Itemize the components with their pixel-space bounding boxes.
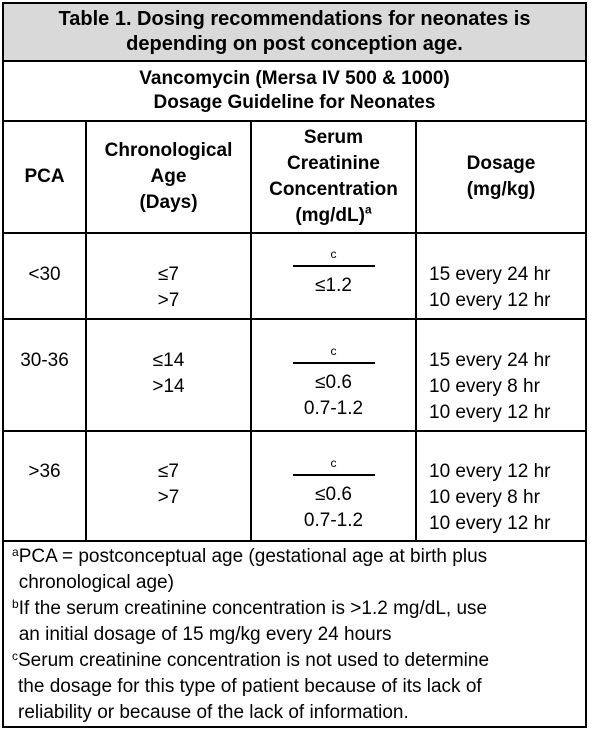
age-value: >7 [157, 290, 180, 311]
header-dosage-line: Dosage [466, 153, 536, 174]
dose-value: 10 every 12 hr [429, 402, 551, 423]
creatinine-value: ≤0.6 [315, 484, 352, 505]
header-creatinine-line: (mg/dL) [295, 205, 365, 226]
footnote-c [12, 648, 575, 726]
drug-title-line-2: Dosage Guideline for Neonates [153, 92, 436, 113]
dose-value: 10 every 12 hr [429, 513, 551, 534]
header-pca-label: PCA [24, 166, 65, 187]
fraction-rule [293, 474, 375, 476]
header-creatinine-line: Concentration [269, 179, 398, 200]
row-divider [4, 430, 585, 432]
footnote-ref-c: c [330, 456, 337, 470]
footnote-line: reliability or because of the lack of information. [18, 702, 409, 723]
row-doses [429, 348, 585, 426]
header-age [87, 122, 250, 232]
footnote-line: PCA = postconceptual age (gestational age at birth plus [18, 546, 488, 567]
fraction-rule [293, 362, 375, 364]
header-creatinine-unit-line [295, 203, 371, 229]
age-value: >14 [152, 376, 185, 397]
row-ages [87, 459, 250, 511]
header-creatinine-line: Creatinine [287, 153, 380, 174]
row-pca: >36 [28, 461, 61, 482]
footnote-ref-c: c [330, 344, 337, 358]
footnote-line: an initial dosage of 15 mg/kg every 24 hours [18, 624, 392, 645]
footnote-mark: a [12, 545, 19, 559]
header-pca [4, 122, 85, 232]
caption-line-1: Table 1. Dosing recommendations for neonates is [58, 8, 531, 30]
row-divider [4, 232, 585, 234]
creatinine-value: ≤0.6 [315, 372, 352, 393]
header-dosage [417, 122, 585, 232]
row-divider [4, 318, 585, 320]
creatinine-value: 0.7-1.2 [303, 398, 364, 419]
header-age-line: Age [150, 166, 187, 187]
footnote-line: Serum creatinine concentration is not used to determine [18, 650, 490, 671]
age-value: ≤14 [152, 350, 185, 371]
creatinine-value: ≤1.2 [315, 275, 352, 296]
row-creatinine [252, 456, 415, 534]
footnote-line: If the serum creatinine concentration is >1.2 mg/dL, use [18, 598, 488, 619]
header-creatinine-line: Serum [303, 127, 364, 148]
dose-value: 15 every 24 hr [429, 264, 551, 285]
row-creatinine [252, 344, 415, 422]
table-caption [4, 4, 585, 62]
header-age-line: (Days) [139, 192, 198, 213]
row-creatinine [252, 247, 415, 299]
footnote-line: the dosage for this type of patient because of its lack of [18, 676, 482, 697]
row-doses [429, 262, 585, 314]
header-age-line: Chronological [104, 140, 233, 161]
fraction-rule [293, 265, 375, 267]
footnote-ref-c: c [330, 247, 337, 261]
dose-value: 10 every 8 hr [429, 376, 540, 397]
dose-value: 15 every 24 hr [429, 350, 551, 371]
row-ages [87, 262, 250, 314]
footnote-a [12, 544, 575, 596]
dose-value: 10 every 12 hr [429, 461, 551, 482]
footnote-b [12, 596, 575, 648]
row-pca: 30-36 [20, 350, 69, 371]
footnote-line: chronological age) [18, 572, 174, 593]
row-doses [429, 459, 585, 537]
dose-value: 10 every 8 hr [429, 487, 540, 508]
footnote-mark: b [12, 597, 19, 611]
header-creatinine [252, 122, 415, 232]
dose-value: 10 every 12 hr [429, 290, 551, 311]
creatinine-value: 0.7-1.2 [303, 510, 364, 531]
footnote-mark: c [12, 649, 18, 663]
drug-title-line-1: Vancomycin (Mersa IV 500 & 1000) [139, 68, 450, 89]
age-value: >7 [157, 487, 180, 508]
row-pca: <30 [28, 264, 61, 285]
footnote-ref-a: a [364, 202, 372, 217]
drug-title [4, 62, 585, 122]
header-dosage-line: (mg/kg) [466, 179, 536, 200]
age-value: ≤7 [158, 461, 179, 482]
caption-line-2: depending on post conception age. [126, 33, 463, 55]
dosing-table [2, 2, 587, 728]
footnotes [4, 542, 585, 726]
age-value: ≤7 [158, 264, 179, 285]
row-ages [87, 348, 250, 400]
